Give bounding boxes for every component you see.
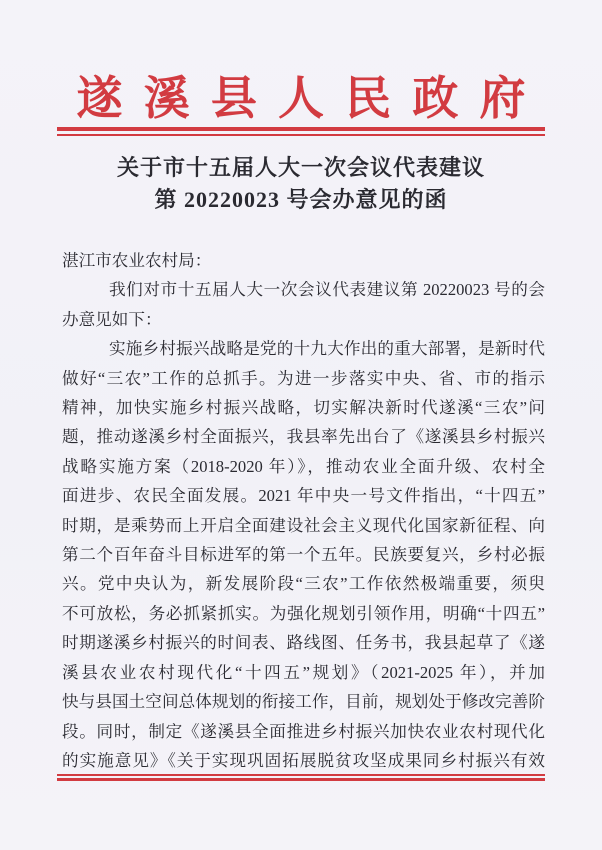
body-line: 战略实施方案（2018-2020 年）》，推动农业全面升级、农村全 [62, 456, 545, 476]
body-line: 的实施意见》《关于实现巩固拓展脱贫攻坚成果同乡村振兴有效 [62, 750, 545, 770]
document-body [62, 246, 545, 775]
body-line: 办意见如下： [62, 309, 162, 329]
body-line: 我们对市十五届人大一次会议代表建议第 20220023 号的会 [109, 280, 545, 300]
body-line: 不可放松，务必抓紧抓实。为强化规划引领作用，明确“十四五” [62, 603, 545, 623]
body-line: 时期，是乘势而上开启全面建设社会主义现代化国家新征程、向 [62, 515, 545, 535]
body-line: 溪县农业农村现代化“十四五”规划》（2021-2025 年），并加 [62, 662, 545, 682]
body-line: 实施乡村振兴战略是党的十九大作出的重大部署，是新时代 [109, 339, 545, 359]
footer-divider-rule [57, 774, 545, 781]
body-line: 第二个百年奋斗目标进军的第一个五年。民族要复兴，乡村必振 [62, 545, 545, 565]
body-line: 时期遂溪乡村振兴的时间表、路线图、任务书，我县起草了《遂 [62, 633, 545, 653]
body-line: 湛江市农业农村局： [62, 251, 212, 270]
letterhead-org-name: 遂溪县人民政府 [76, 73, 547, 124]
document-title-line2: 第 20220023 号会办意见的函 [154, 187, 448, 212]
body-line: 精神，加快实施乡村振兴战略，切实解决新时代遂溪“三农”问 [62, 398, 545, 418]
document-title [0, 152, 602, 216]
body-line: 段。同时，制定《遂溪县全面推进乡村振兴加快农业农村现代化 [62, 721, 545, 741]
body-line: 快与县国土空间总体规划的衔接工作，目前，规划处于修改完善阶 [62, 692, 545, 712]
body-line: 题，推动遂溪乡村全面振兴，我县率先出台了《遂溪县乡村振兴 [62, 427, 545, 447]
body-line: 做好“三农”工作的总抓手。为进一步落实中央、省、市的指示 [62, 368, 545, 388]
body-line: 兴。党中央认为，新发展阶段“三农”工作依然极端重要，须臾 [62, 574, 545, 594]
letterhead-divider-rule [57, 127, 545, 136]
body-line: 面进步、农民全面发展。2021 年中央一号文件指出，“十四五” [62, 486, 545, 506]
document-title-line1: 关于市十五届人大一次会议代表建议 [116, 155, 485, 180]
